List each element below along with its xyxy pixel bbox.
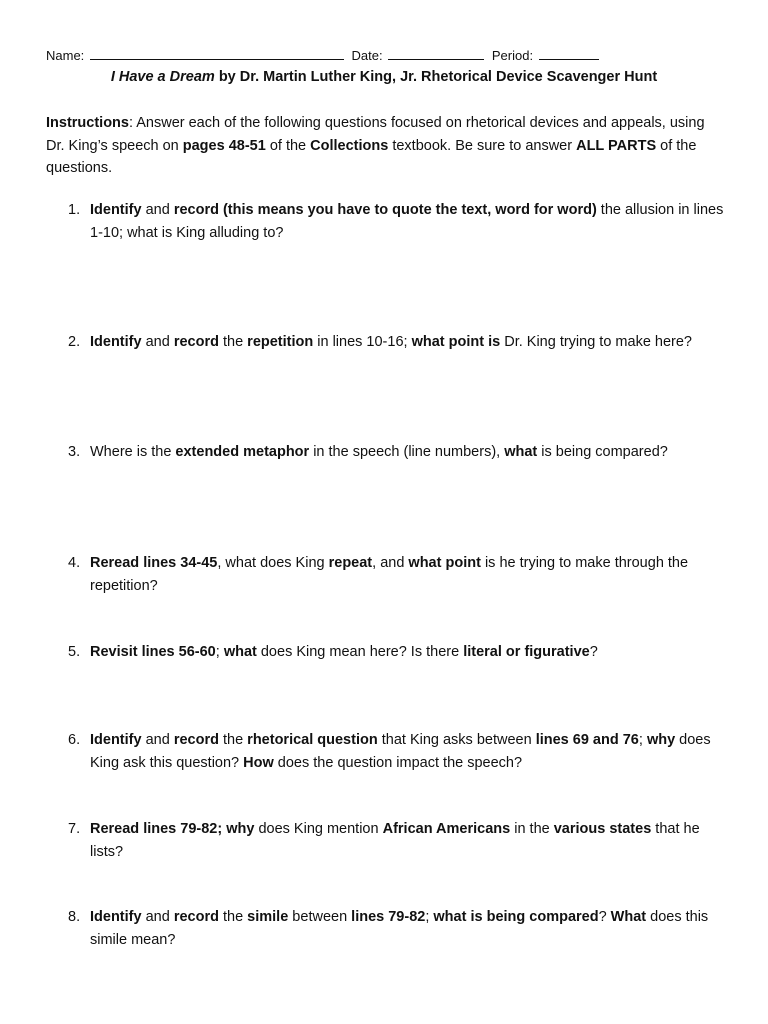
q-text: the: [218, 909, 248, 925]
q-bold: literal or figurative: [463, 644, 590, 660]
question-number: 4.: [68, 555, 81, 571]
name-label: Name:: [46, 48, 85, 63]
q-bold: Reread lines 79-82; why: [90, 821, 255, 837]
q-bold: repeat: [328, 555, 373, 571]
q-text: Where is the: [90, 444, 176, 460]
title-rest: by Dr. Martin Luther King, Jr. Rhetorical Device Scavenger Hunt: [214, 69, 658, 85]
q-bold: extended metaphor: [175, 444, 310, 460]
q-bold: Reread lines 34-45: [90, 555, 218, 571]
instructions-textbook: Collections: [310, 137, 389, 154]
date-blank: [388, 47, 484, 60]
instructions-text: of the: [265, 137, 311, 154]
q-bold: repetition: [247, 334, 314, 350]
question-4: [68, 552, 728, 598]
instructions-all-parts: ALL PARTS: [576, 137, 657, 154]
q-bold: Identify: [90, 202, 142, 218]
question-text: [90, 729, 728, 775]
q-bold: lines 69 and 76: [535, 732, 639, 748]
question-number: 7.: [68, 821, 81, 837]
instructions-pages: pages 48-51: [182, 137, 266, 154]
q-bold: what point: [408, 555, 481, 571]
q-text: ?: [589, 644, 598, 660]
q-text: between: [288, 909, 352, 925]
date-label: Date:: [351, 48, 383, 63]
q-text: in the speech (line numbers),: [309, 444, 505, 460]
question-text: [90, 641, 728, 664]
instructions-label: Instructions: [46, 115, 129, 131]
q-text: ;: [638, 732, 647, 748]
question-7: [68, 818, 728, 864]
student-info-line: [46, 47, 603, 65]
question-number: 6.: [68, 732, 81, 748]
q-text: that King asks between: [377, 732, 536, 748]
q-bold: simile: [247, 909, 289, 925]
q-text: and: [141, 202, 174, 218]
q-text: ?: [598, 909, 611, 925]
q-bold: various states: [553, 821, 652, 837]
q-text: does the question impact the speech?: [273, 755, 523, 771]
q-text: and: [141, 909, 174, 925]
question-8: [68, 906, 728, 952]
q-text: and: [141, 732, 174, 748]
q-bold: rhetorical question: [247, 732, 378, 748]
q-bold: what: [223, 644, 257, 660]
q-text: in the: [510, 821, 554, 837]
question-text: [90, 906, 728, 952]
q-bold: why: [646, 732, 676, 748]
q-text: and: [141, 334, 174, 350]
q-text: in lines 10-16;: [313, 334, 412, 350]
q-text: , and: [372, 555, 409, 571]
q-text: does King mean here? Is there: [256, 644, 464, 660]
question-5: [68, 641, 728, 664]
q-bold: Identify: [90, 909, 142, 925]
q-bold: Identify: [90, 732, 142, 748]
q-bold: what point is: [411, 334, 501, 350]
q-bold: what: [504, 444, 538, 460]
question-number: 2.: [68, 334, 81, 350]
q-bold: record: [173, 732, 219, 748]
instructions-text: of the questions.: [46, 137, 697, 176]
question-1: [68, 199, 728, 245]
question-2: [68, 331, 728, 354]
q-bold: record: [173, 334, 219, 350]
instructions-text: : Answer each of the following questions focused on rhetorical devices and appeals, using Dr. King’s speech on: [46, 115, 705, 154]
q-text: ;: [425, 909, 434, 925]
q-text: ;: [215, 644, 224, 660]
period-blank: [539, 47, 599, 60]
q-text: the allusion in lines 1-10; what is King alluding to?: [90, 202, 724, 241]
question-text: [90, 552, 728, 598]
q-text: is being compared?: [537, 444, 668, 460]
instructions-paragraph: [46, 112, 706, 180]
q-text: does King ask this question?: [90, 732, 711, 771]
q-text: Dr. King trying to make here?: [500, 334, 693, 350]
q-bold: Revisit lines 56-60: [90, 644, 216, 660]
question-text: [90, 331, 728, 354]
question-text: [90, 818, 728, 864]
question-number: 1.: [68, 202, 81, 218]
q-text: does King mention: [254, 821, 383, 837]
question-text: [90, 199, 728, 245]
q-bold: Identify: [90, 334, 142, 350]
q-bold: How: [243, 755, 274, 771]
q-bold: what is being compared: [433, 909, 599, 925]
q-text: , what does King: [217, 555, 329, 571]
question-number: 5.: [68, 644, 81, 660]
question-number: 8.: [68, 909, 81, 925]
q-bold: What: [610, 909, 647, 925]
question-text: [90, 441, 728, 464]
q-text: is he trying to make through the repetition?: [90, 555, 689, 594]
name-blank: [90, 47, 344, 60]
q-text: the: [218, 334, 248, 350]
q-bold: record: [173, 909, 219, 925]
q-text: does this simile mean?: [90, 909, 709, 948]
period-label: Period:: [491, 48, 534, 63]
q-text: that he lists?: [90, 821, 700, 860]
q-text: the: [218, 732, 248, 748]
worksheet-title: [0, 67, 768, 87]
q-bold: African Americans: [382, 821, 511, 837]
q-bold: record (this means you have to quote the text, word for word): [173, 202, 597, 218]
speech-title: I Have a Dream: [110, 69, 215, 85]
question-number: 3.: [68, 444, 81, 460]
question-3: [68, 441, 728, 464]
q-bold: lines 79-82: [351, 909, 426, 925]
instructions-text: textbook. Be sure to answer: [388, 137, 577, 154]
question-6: [68, 729, 728, 775]
